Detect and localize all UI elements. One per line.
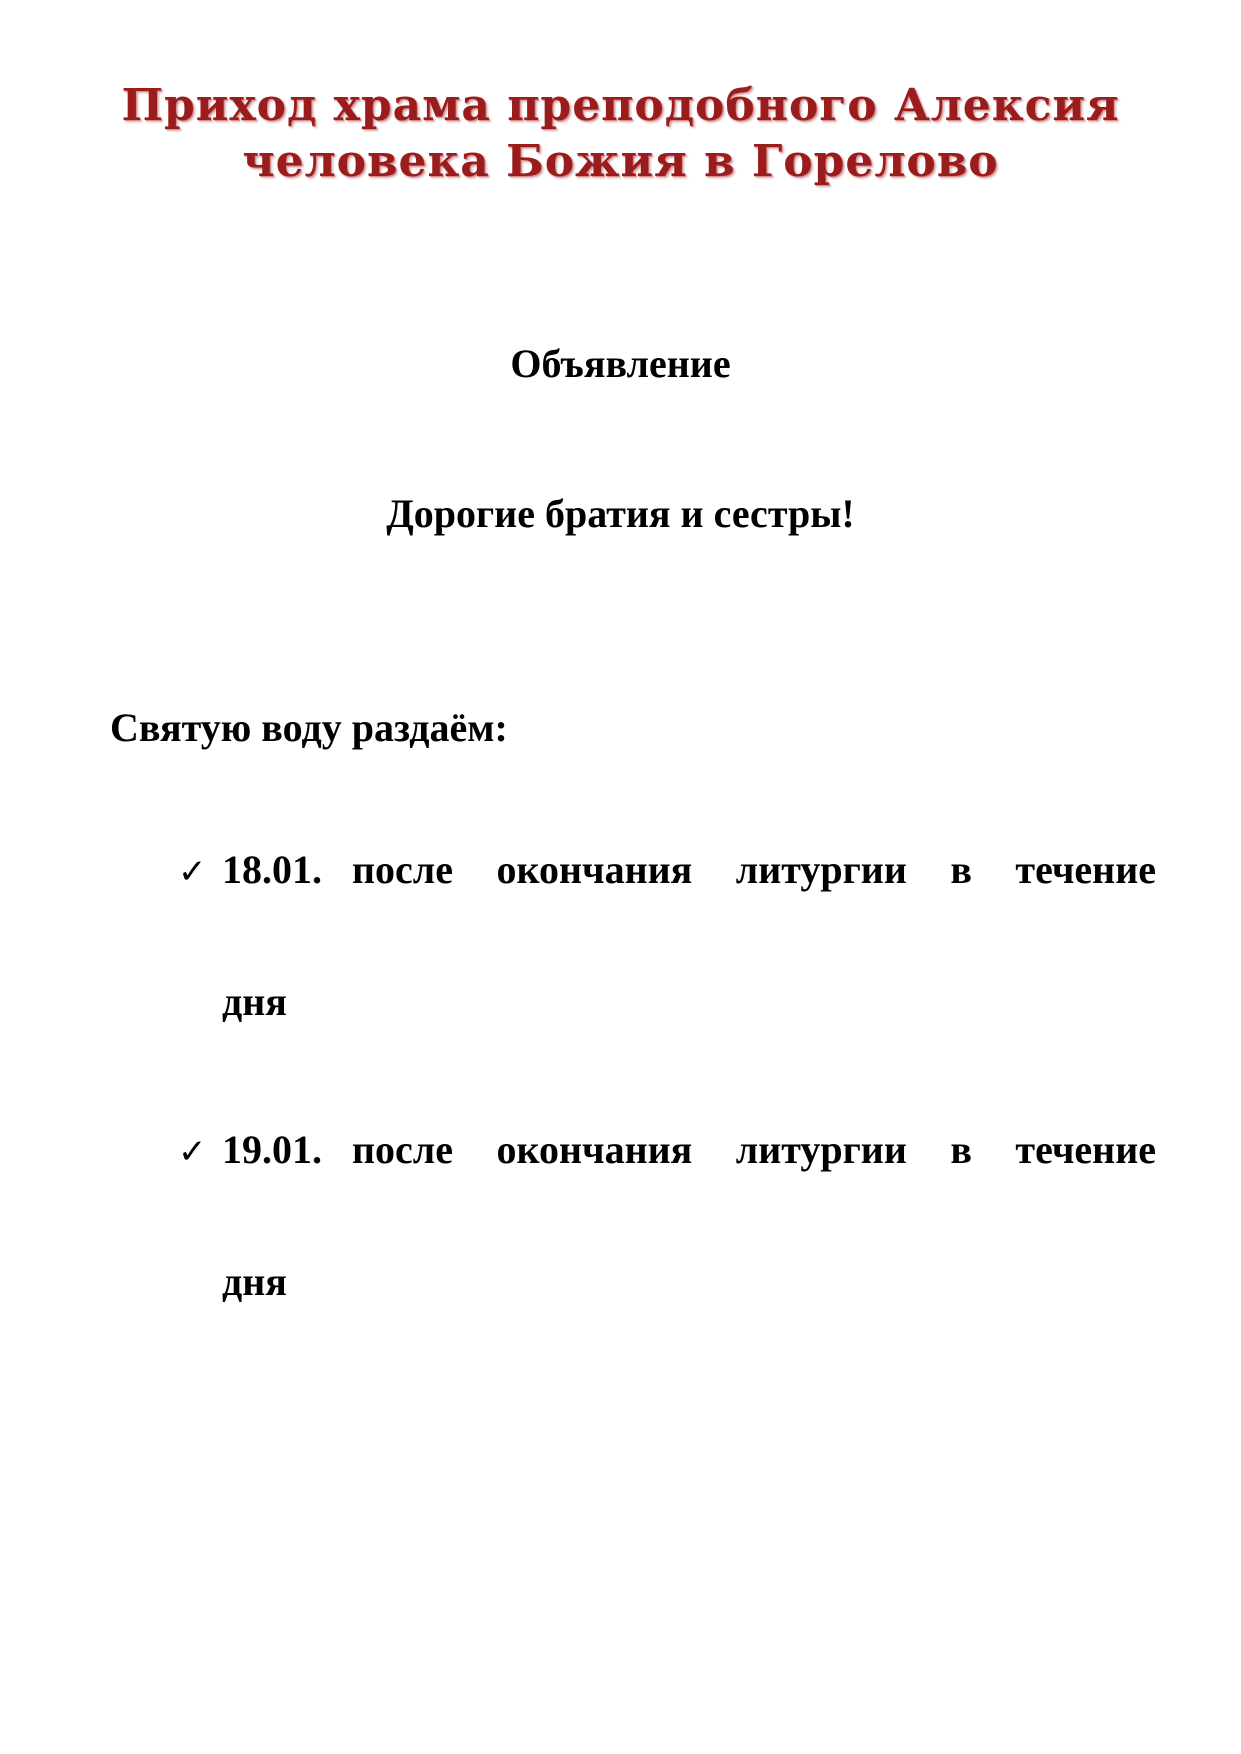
item-date: 19.01. xyxy=(222,1127,322,1172)
parish-name-line-2: человека Божия в Горелово xyxy=(242,136,999,187)
item-date: 18.01. xyxy=(222,847,322,892)
greeting: Дорогие братия и сестры! xyxy=(386,491,855,536)
checkmark-icon: ✓ xyxy=(178,852,207,892)
item-text-continuation: дня xyxy=(222,979,287,1024)
announcement-title: Объявление xyxy=(510,341,731,386)
parish-header xyxy=(0,78,1241,190)
holy-water-intro: Святую воду раздаём: xyxy=(110,705,508,750)
list-item xyxy=(178,846,1156,1026)
list-item xyxy=(178,1126,1156,1306)
item-text: после окончания литургии в течение xyxy=(352,847,1156,892)
checkmark-icon: ✓ xyxy=(178,1132,207,1172)
item-text-continuation: дня xyxy=(222,1259,287,1304)
parish-name-line-1: Приход храма преподобного Алексия xyxy=(121,80,1120,131)
item-text: после окончания литургии в течение xyxy=(352,1127,1156,1172)
